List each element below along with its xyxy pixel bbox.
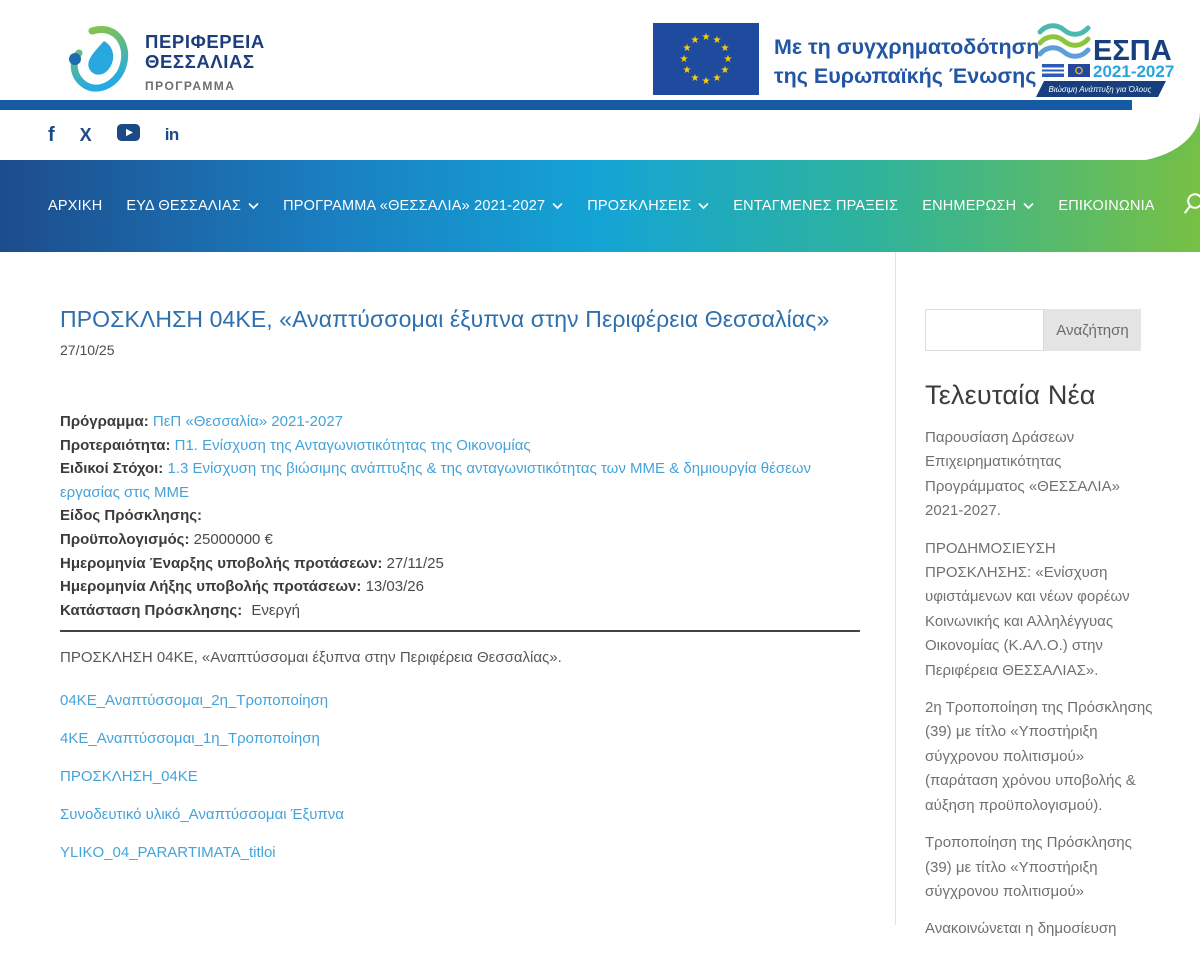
espa-name: ΕΣΠΑ (1093, 35, 1172, 67)
svg-text:★: ★ (701, 32, 711, 43)
svg-text:★: ★ (679, 54, 689, 65)
x-twitter-icon: X (79, 124, 92, 145)
field-value: 27/11/25 (386, 554, 444, 572)
youtube-icon (117, 124, 140, 146)
news-item[interactable]: Ανακοινώνεται η δημοσίευση (925, 920, 1117, 938)
list-item (60, 728, 860, 749)
list-item (60, 804, 860, 825)
sidebar-search (925, 309, 1141, 351)
nav-item-program-thessalia[interactable] (283, 198, 563, 214)
svg-text:★: ★ (720, 65, 730, 76)
social-bar (0, 110, 1200, 160)
status-value: Ενεργή (251, 601, 300, 619)
eu-cofunding-banner (653, 23, 1039, 100)
svg-text:★: ★ (720, 43, 730, 54)
espa-tagline: Βιώσιμη Ανάπτυξη για Όλους (1048, 85, 1152, 94)
invitation-fields (60, 410, 860, 622)
nav-item-enimerosi[interactable] (922, 198, 1034, 214)
field-row-invitation-type (60, 504, 860, 528)
attachment-link[interactable]: 4ΚΕ_Αναπτύσσομαι_1η_Τροποποίηση (60, 730, 320, 748)
nav-item-eyd-thessalias[interactable] (126, 198, 259, 214)
field-value-link[interactable]: ΠεΠ «Θεσσαλία» 2021-2027 (152, 413, 344, 430)
chevron-down-icon (1023, 198, 1034, 214)
article-date: 27/10/25 (60, 342, 115, 358)
attachment-link[interactable]: ΠΡΟΣΚΛΗΣΗ_04ΚΕ (60, 768, 198, 786)
list-item (60, 690, 860, 711)
field-label: Ημερομηνία Λήξης υποβολής προτάσεων: (60, 578, 362, 596)
svg-text:★: ★ (682, 65, 692, 76)
search-button[interactable]: Αναζήτηση (1044, 309, 1141, 351)
field-label: Προϋπολογισμός: (60, 530, 190, 548)
field-value: 13/03/26 (365, 578, 424, 596)
region-name-line1: ΠΕΡΙΦΕΡΕΙΑ (145, 31, 265, 52)
svg-text:★: ★ (712, 35, 722, 46)
nav-label: ΑΡΧΙΚΗ (48, 198, 103, 214)
field-row-start-date (60, 552, 860, 576)
field-row-budget (60, 528, 860, 552)
attachment-link[interactable]: YLIKO_04_PARARTIMATA_titloi (60, 844, 276, 862)
list-item (60, 842, 860, 863)
svg-text:★: ★ (682, 43, 692, 54)
espa-logo (1036, 20, 1175, 103)
main-nav (0, 160, 1200, 252)
svg-text:★: ★ (712, 73, 722, 84)
eu-flag-icon (653, 23, 759, 100)
svg-text:★: ★ (723, 54, 733, 65)
field-row-end-date (60, 575, 860, 599)
news-item[interactable]: 2η Τροποποίηση της Πρόσκλησης (39) με τίτλο «Υποστήριξη σύγχρονου πολιτισμού» (παράταση χρόνου υποβολής & αύξηση προϋπολογισμού). (925, 699, 1153, 814)
chevron-down-icon (552, 198, 563, 214)
social-link-facebook[interactable] (48, 124, 55, 147)
header-divider-bar (0, 100, 1132, 110)
svg-text:★: ★ (701, 76, 711, 87)
latest-news-list (925, 426, 1155, 942)
content-sidebar-divider (895, 252, 896, 925)
eu-cofunding-line1: Με τη συγχρηματοδότηση (774, 35, 1040, 60)
chevron-down-icon (698, 198, 709, 214)
list-item (60, 766, 860, 787)
region-logo-icon (62, 20, 134, 103)
program-name-line1: ΠΡΟΓΡΑΜΜΑ (145, 78, 236, 93)
nav-label: ΕΝΗΜΕΡΩΣΗ (922, 198, 1017, 214)
nav-item-home[interactable] (48, 198, 102, 214)
nav-label: ΕΝΤΑΓΜΕΝΕΣ ΠΡΑΞΕΙΣ (733, 198, 899, 214)
eu-cofunding-text (774, 33, 1039, 90)
nav-item-epikoinonia[interactable] (1058, 198, 1154, 214)
attachment-link[interactable]: 04ΚΕ_Αναπτύσσομαι_2η_Τροποποίηση (60, 692, 329, 710)
attachment-list (60, 690, 860, 863)
social-link-youtube[interactable] (117, 124, 140, 146)
field-row-program (60, 410, 860, 434)
field-label: Κατάσταση Πρόσκλησης: (60, 601, 243, 619)
field-value: 25000000 € (193, 530, 273, 548)
field-label: Ημερομηνία Έναρξης υποβολής προτάσεων: (60, 554, 383, 572)
nav-label: ΠΡΟΣΚΛΗΣΕΙΣ (587, 198, 692, 214)
news-item[interactable]: Παρουσίαση Δράσεων Επιχειρηματικότητας Προγράμματος «ΘΕΣΣΑΛΙΑ» 2021-2027. (925, 429, 1120, 520)
nav-item-entagmenes-praxeis[interactable] (733, 198, 898, 214)
nav-item-proskliseis[interactable] (587, 198, 709, 214)
social-link-x[interactable] (80, 125, 92, 146)
field-label: Πρόγραμμα: (60, 413, 149, 430)
linkedin-icon: in (164, 125, 179, 144)
nav-label: ΕΥΔ ΘΕΣΣΑΛΙΑΣ (126, 198, 242, 214)
news-item[interactable]: ΠΡΟΔΗΜΟΣΙΕΥΣΗ ΠΡΟΣΚΛΗΣΗΣ: «Ενίσχυση υφιστάμενων και νέων φορέων Κοινωνικής και Αλληλέγγυας Οικονομίας (Κ.ΑΛ.Ο.) στην Περιφέρεια ΘΕΣΣΑΛΙΑΣ». (925, 539, 1130, 679)
search-input[interactable] (925, 309, 1044, 351)
field-label: Είδος Πρόσκλησης: (60, 507, 203, 525)
social-link-linkedin[interactable] (165, 125, 179, 145)
horizontal-rule (60, 630, 860, 632)
region-name-line2: ΘΕΣΣΑΛΙΑΣ (145, 51, 255, 73)
field-label: Ειδικοί Στόχοι: (60, 460, 164, 478)
field-value-link[interactable]: 1.3 Ενίσχυση της βιώσιμης ανάπτυξης & της ανταγωνιστικότητας των ΜΜΕ & δημιουργία θέσεων εργασίας στις ΜΜΕ (60, 460, 811, 501)
article-body: ΠΡΟΣΚΛΗΣΗ 04ΚΕ, «Αναπτύσσομαι έξυπνα στην Περιφέρεια Θεσσαλίας». (60, 649, 562, 667)
chevron-down-icon (248, 198, 259, 214)
svg-text:★: ★ (690, 73, 700, 84)
nav-label: ΕΠΙΚΟΙΝΩΝΙΑ (1058, 198, 1155, 214)
eu-cofunding-line2: της Ευρωπαϊκής Ένωσης (774, 63, 1037, 88)
search-icon (1183, 192, 1204, 220)
sidebar (925, 309, 1155, 955)
facebook-icon: f (48, 123, 55, 146)
field-row-priority (60, 434, 860, 458)
espa-years: 2021-2027 (1093, 62, 1175, 81)
field-row-specific-goals (60, 457, 860, 504)
field-label: Προτεραιότητα: (60, 436, 171, 454)
field-value-link[interactable]: Π1. Ενίσχυση της Ανταγωνιστικότητας της Οικονομίας (174, 436, 531, 454)
latest-news-title: Τελευταία Νέα (925, 380, 1096, 410)
svg-text:★: ★ (690, 35, 700, 46)
page-title: ΠΡΟΣΚΛΗΣΗ 04ΚΕ, «Αναπτύσσομαι έξυπνα στην Περιφέρεια Θεσσαλίας» (60, 306, 830, 332)
nav-search-button[interactable] (1183, 192, 1204, 220)
attachment-link[interactable]: Συνοδευτικό υλικό_Αναπτύσσομαι Έξυπνα (60, 806, 344, 824)
article (60, 306, 860, 880)
field-row-status (60, 599, 860, 623)
news-item[interactable]: Τροποποίηση της Πρόσκλησης (39) με τίτλο «Υποστήριξη σύγχρονου πολιτισμού» (925, 834, 1132, 900)
header (0, 0, 1200, 100)
nav-label: ΠΡΟΓΡΑΜΜΑ «ΘΕΣΣΑΛΙΑ» 2021-2027 (283, 198, 546, 214)
